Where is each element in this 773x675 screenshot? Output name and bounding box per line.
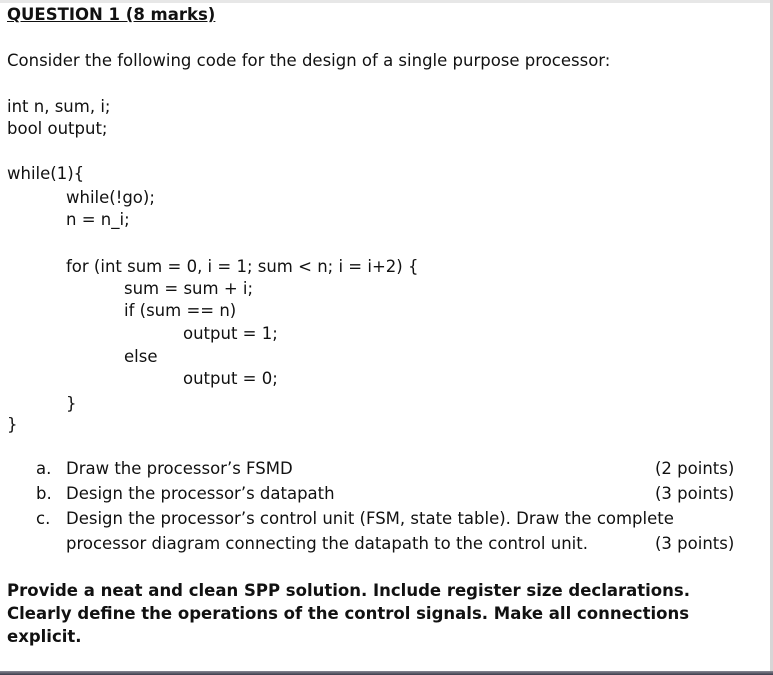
instructions-line-3: explicit. — [7, 627, 82, 646]
task-a-label: a. — [36, 459, 52, 478]
code-while-go: while(!go); — [66, 188, 155, 207]
task-c-text-continued: processor diagram connecting the datapath to the control unit. — [66, 534, 588, 553]
instructions-line-2: Clearly define the operations of the control signals. Make all connections — [7, 604, 690, 623]
code-while-outer: while(1){ — [7, 164, 85, 183]
code-outer-close-brace: } — [7, 415, 18, 434]
task-c-points: (3 points) — [655, 534, 735, 553]
task-b-text: Design the processor’s datapath — [66, 484, 335, 503]
code-assign-n: n = n_i; — [66, 210, 130, 229]
task-b-label: b. — [36, 484, 52, 503]
code-decl-bool: bool output; — [7, 119, 108, 138]
code-for-loop: for (int sum = 0, i = 1; sum < n; i = i+2) { — [66, 257, 419, 276]
code-sum-update: sum = sum + i; — [124, 279, 254, 298]
code-if-condition: if (sum == n) — [124, 301, 237, 320]
window-top-edge — [0, 0, 773, 3]
question-title: QUESTION 1 (8 marks) — [7, 5, 216, 24]
code-inner-close-brace: } — [66, 394, 77, 413]
window-bottom-bar — [0, 671, 773, 675]
code-decl-ints: int n, sum, i; — [7, 97, 111, 116]
code-output-zero: output = 0; — [183, 369, 278, 388]
task-a-points: (2 points) — [655, 459, 735, 478]
task-b-points: (3 points) — [655, 484, 735, 503]
code-output-one: output = 1; — [183, 324, 278, 343]
task-c-label: c. — [36, 509, 51, 528]
task-a-text: Draw the processor’s FSMD — [66, 459, 293, 478]
code-else: else — [124, 347, 158, 366]
task-c-text: Design the processor’s control unit (FSM, state table). Draw the complete — [66, 509, 674, 528]
question-intro: Consider the following code for the design of a single purpose processor: — [7, 51, 611, 70]
instructions-line-1: Provide a neat and clean SPP solution. Include register size declarations. — [7, 581, 690, 600]
